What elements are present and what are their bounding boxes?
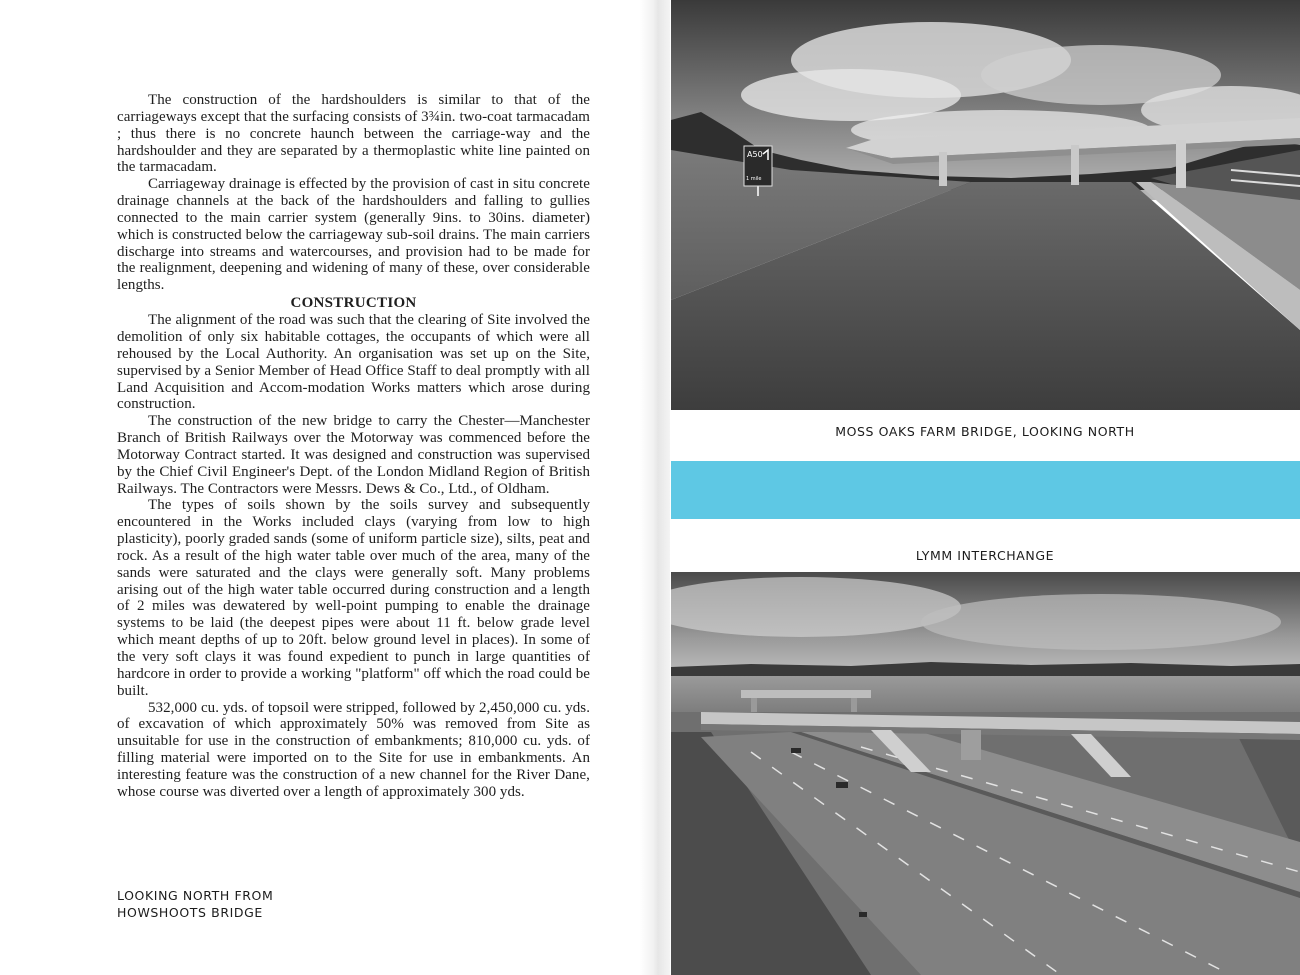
caption-howshoots-line2: HOWSHOOTS BRIDGE [117,905,263,920]
paragraph-soils: The types of soils shown by the soils survey and subsequently encountered in the Works included clays (varying from low to high plasticity), poorly graded sands (some of uniform particle size), silts, peat and rock. As a result of the high water table over much of the area, many of the sands were saturated and the clays were generally soft. Many problems arising out of the high water table occurred during construction and a length of 2 miles was dewatered by well-point pumping to enable the drainage systems to be laid (the deepest pipes were about 11 ft. below grade level which meant depths of up to 20ft. below ground level in places). In some of the very soft clays it was found expedient to punch in large quantities of hardcore in order to provide a working "platform" off which the road could be built. [117,497,590,699]
paragraph-railway-bridge: The construction of the new bridge to carry the Chester—Manchester Branch of British Railways over the Motorway was commenced before the Motorway Contract started. It was designed and construction was supervised by the Chief Civil Engineer's Dept. of the London Midland Region of British Railways. The Contractors were Messrs. Dews & Co., Ltd., of Oldham. [117,413,590,497]
paragraph-hardshoulders: The construction of the hardshoulders is similar to that of the carriageways except that the surfacing consists of 3¾in. two-coat tarmacadam ; thus there is no concrete haunch between the carriage-way and the hardshoulder and they are separated by a thermoplastic white line painted on the tarmacadam. [117,92,590,176]
caption-lymm: LYMM INTERCHANGE [915,548,1055,563]
paragraph-earthworks: 532,000 cu. yds. of topsoil were stripped, followed by 2,450,000 cu. yds. of excavation of which approximately 50% was removed from Site as unsuitable for use in the construction of embankments; 810,000 cu. yds. of filling material were imported on to the Site for use in embankments. An interesting feature was the construction of a new channel for the River Dane, whose course was diverted over a length of approximately 300 yds. [117,699,590,800]
section-heading: CONSTRUCTION [290,295,417,312]
caption-howshoots [117,887,273,921]
photo-lymm-interchange [671,572,1300,975]
sign-route: A50 [747,150,763,159]
caption-howshoots-line1: LOOKING NORTH FROM [117,888,274,903]
photo-moss-oaks-bridge [671,0,1300,410]
paragraph-alignment: The alignment of the road was such that the clearing of Site involved the demolition of only six habitable cottages, the occupants of which were all rehoused by the Local Authority. An organisation was set up on the Site, supervised by a Senior Member of Head Office Staff to deal promptly with all Land Acquisition and Accom-modation Works matters which arose during construction. [117,312,590,413]
paragraph-drainage: Carriageway drainage is effected by the provision of cast in situ concrete drainage channels at the back of the hardshoulders and falling to gullies connected to the main carrier system (generally 9ins. to 30ins. diameter) which is constructed below the carriageway sub-soil drains. The main carriers discharge into streams and watercourses, and provision had to be made for the realignment, deepening and widening of many of these, over considerable lengths. [117,176,590,294]
body-text-column [117,92,590,801]
caption-moss-oaks: MOSS OAKS FARM BRIDGE, LOOKING NORTH [835,424,1135,439]
page-gutter [640,0,670,975]
sign-distance: 1 mile [746,176,762,182]
accent-band [671,461,1300,519]
